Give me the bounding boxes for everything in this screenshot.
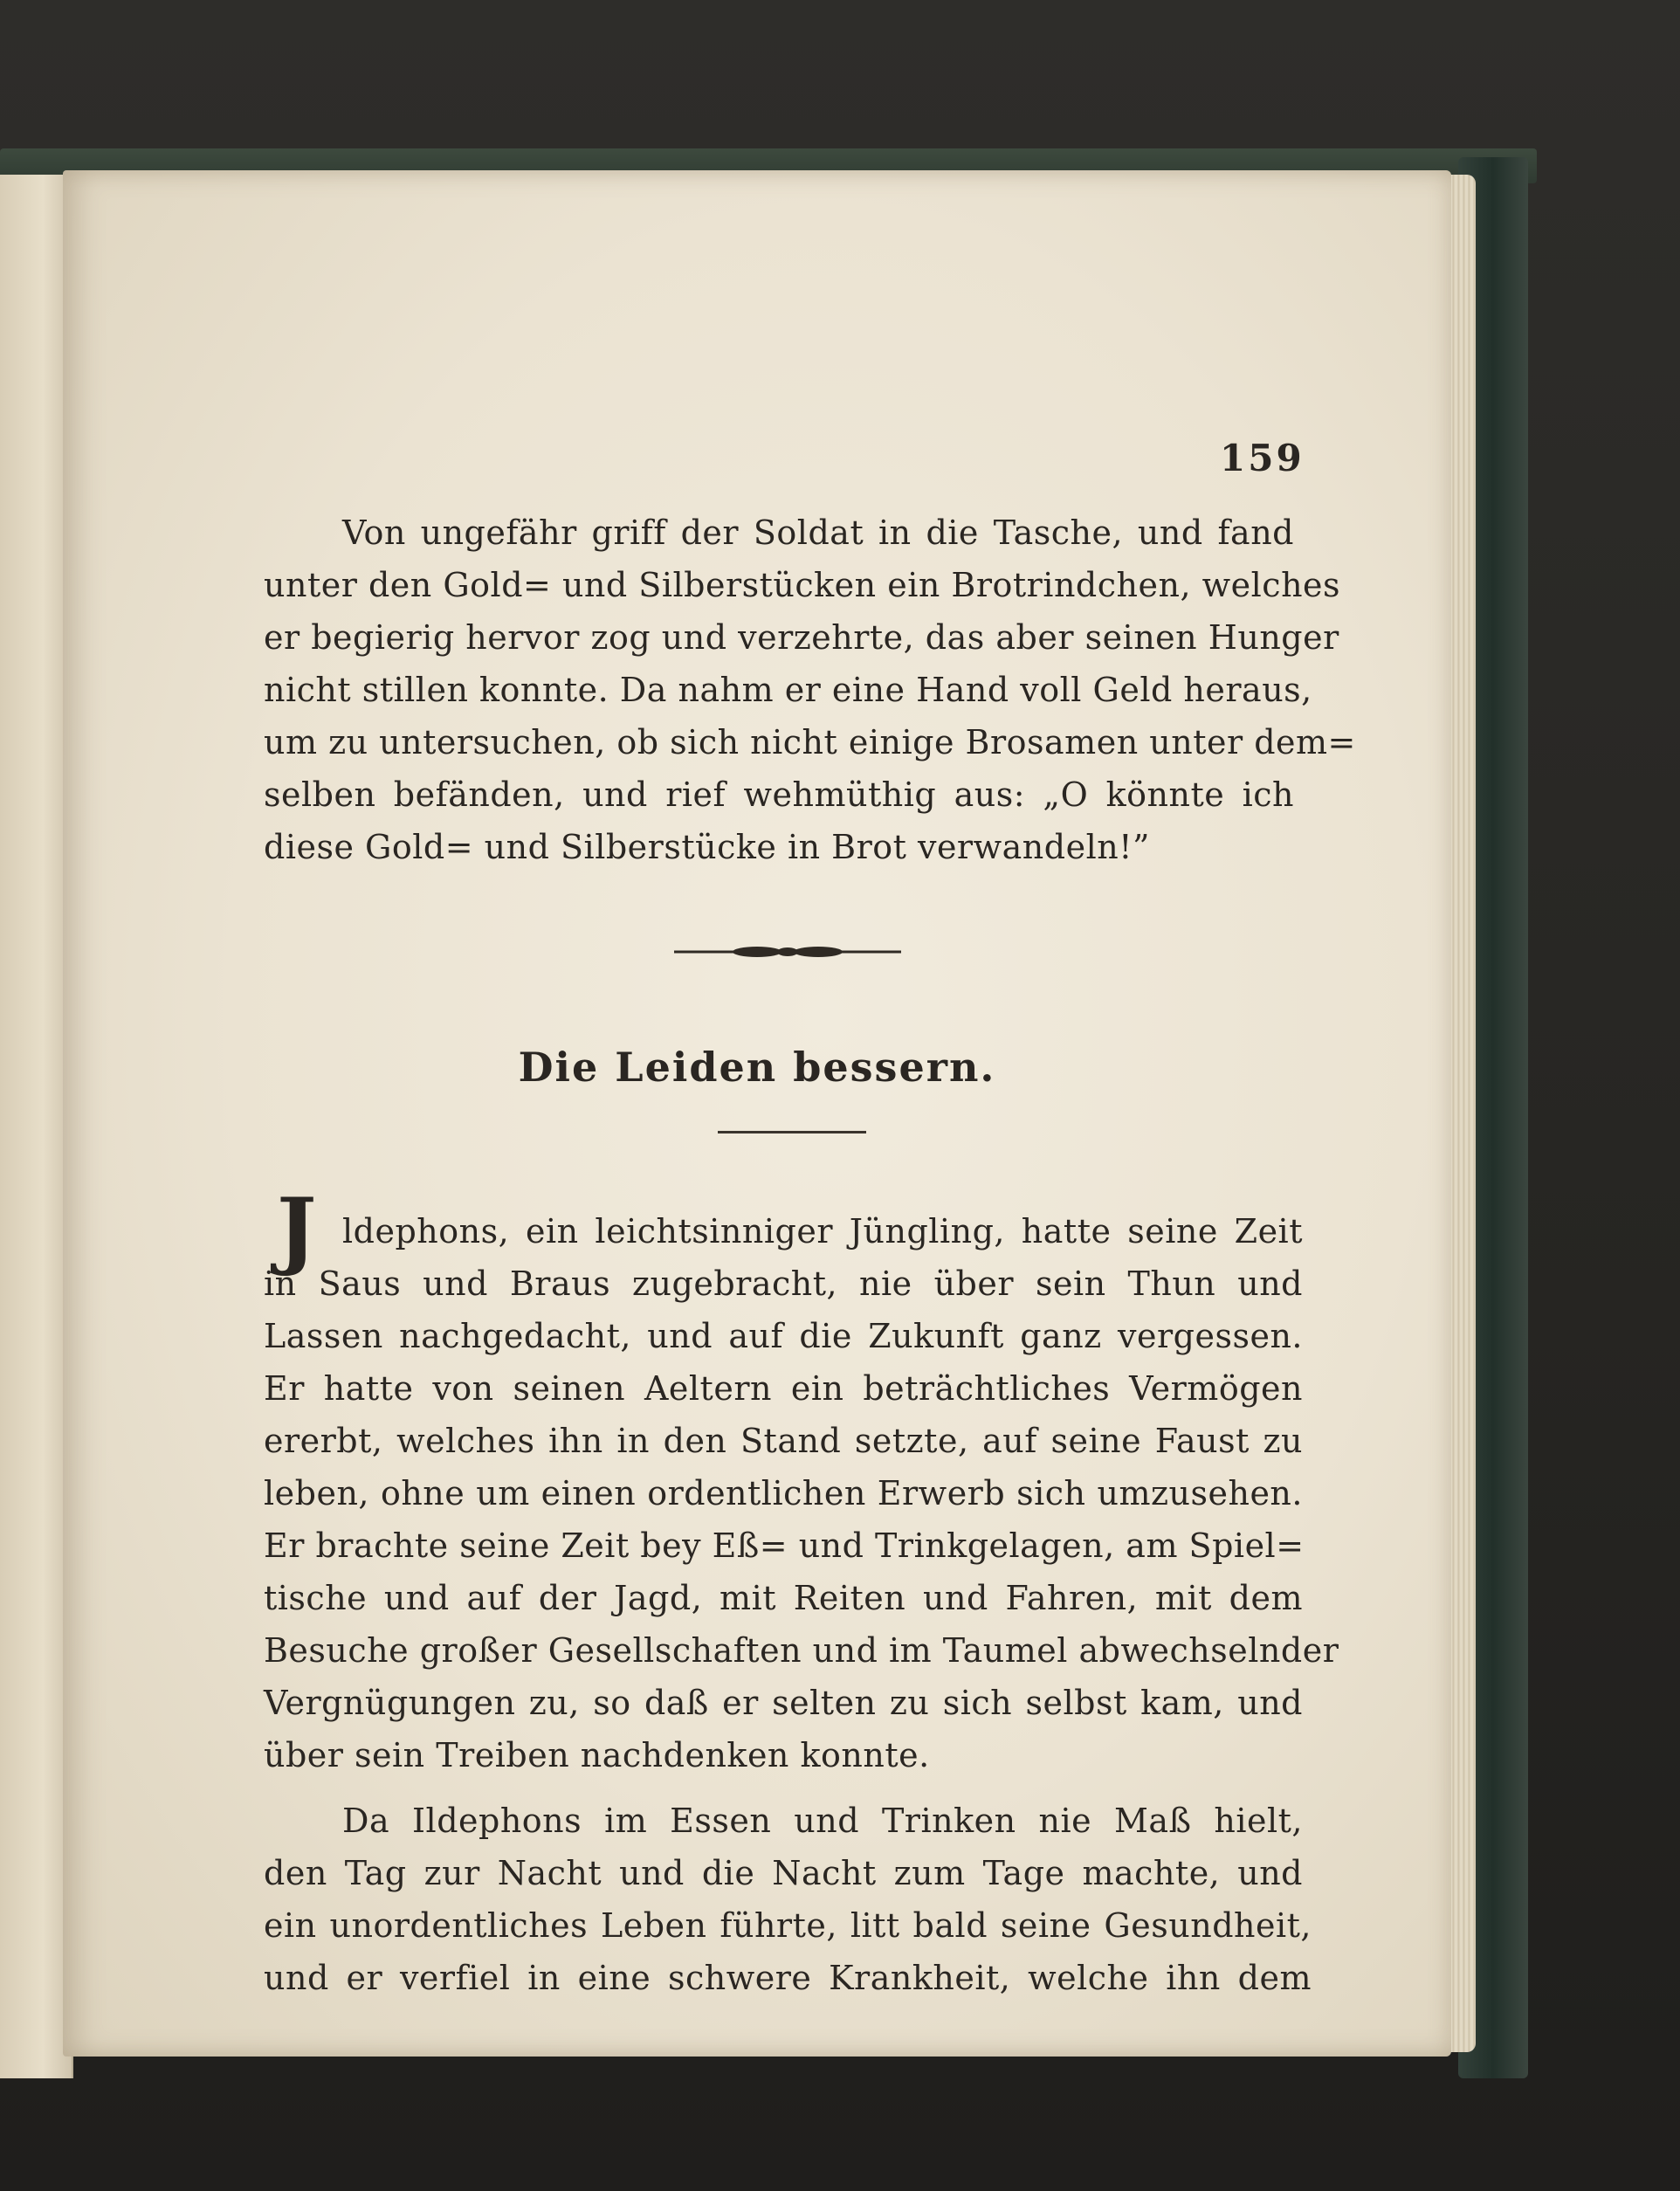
text-line: ein unordentliches Leben führte, litt bald seine Gesundheit, <box>264 1906 1312 1945</box>
text-line: unter den Gold= und Silberstücken ein Brotrindchen, welches <box>264 566 1341 604</box>
text-line: Da Ildephons im Essen und Trinken nie Maß hielt, <box>342 1802 1303 1840</box>
text-line: in Saus und Braus zugebracht, nie über sein Thun und <box>264 1264 1303 1303</box>
text-line: und er verfiel in eine schwere Krankheit, welche ihn dem <box>264 1959 1312 1997</box>
text-line: um zu untersuchen, ob sich nicht einige Brosamen unter dem= <box>264 723 1356 761</box>
text-line: Er hatte von seinen Aeltern ein beträchtliches Vermögen <box>264 1369 1303 1408</box>
text-line: diese Gold= und Silberstücke in Brot verwandeln!” <box>264 828 1150 866</box>
text-line: Besuche großer Gesellschaften und im Taumel abwechselnder <box>264 1631 1339 1670</box>
text-line: leben, ohne um einen ordentlichen Erwerb sich umzusehen. <box>264 1474 1303 1512</box>
heading-rule <box>718 1131 866 1133</box>
text-line: nicht stillen konnte. Da nahm er eine Hand voll Geld heraus, <box>264 671 1312 709</box>
text-line: über sein Treiben nachdenken konnte. <box>264 1736 930 1774</box>
text-line: tische und auf der Jagd, mit Reiten und Fahren, mit dem <box>264 1579 1303 1617</box>
ornament-divider <box>674 939 901 965</box>
page-number: 159 <box>1220 437 1305 479</box>
text-line: selben befänden, und rief wehmüthig aus: „O könnte ich <box>264 775 1294 814</box>
text-line: ldephons, ein leichtsinniger Jüngling, hatte seine Zeit <box>342 1212 1303 1251</box>
text-line: Vergnügungen zu, so daß er selten zu sich selbst kam, und <box>264 1684 1303 1722</box>
text-line: den Tag zur Nacht und die Nacht zum Tage machte, und <box>264 1854 1303 1892</box>
drop-cap: J <box>277 1180 317 1278</box>
section-heading: Die Leiden bessern. <box>518 1044 996 1091</box>
text-line: er begierig hervor zog und verzehrte, das aber seinen Hunger <box>264 618 1339 657</box>
book-page <box>63 170 1451 2057</box>
text-line: Lassen nachgedacht, und auf die Zukunft ganz vergessen. <box>264 1317 1303 1355</box>
text-line: ererbt, welches ihn in den Stand setzte, auf seine Faust zu <box>264 1422 1303 1460</box>
text-line: Von ungefähr griff der Soldat in die Tasche, und fand <box>342 513 1294 552</box>
text-line: Er brachte seine Zeit bey Eß= und Trinkgelagen, am Spiel= <box>264 1526 1305 1565</box>
